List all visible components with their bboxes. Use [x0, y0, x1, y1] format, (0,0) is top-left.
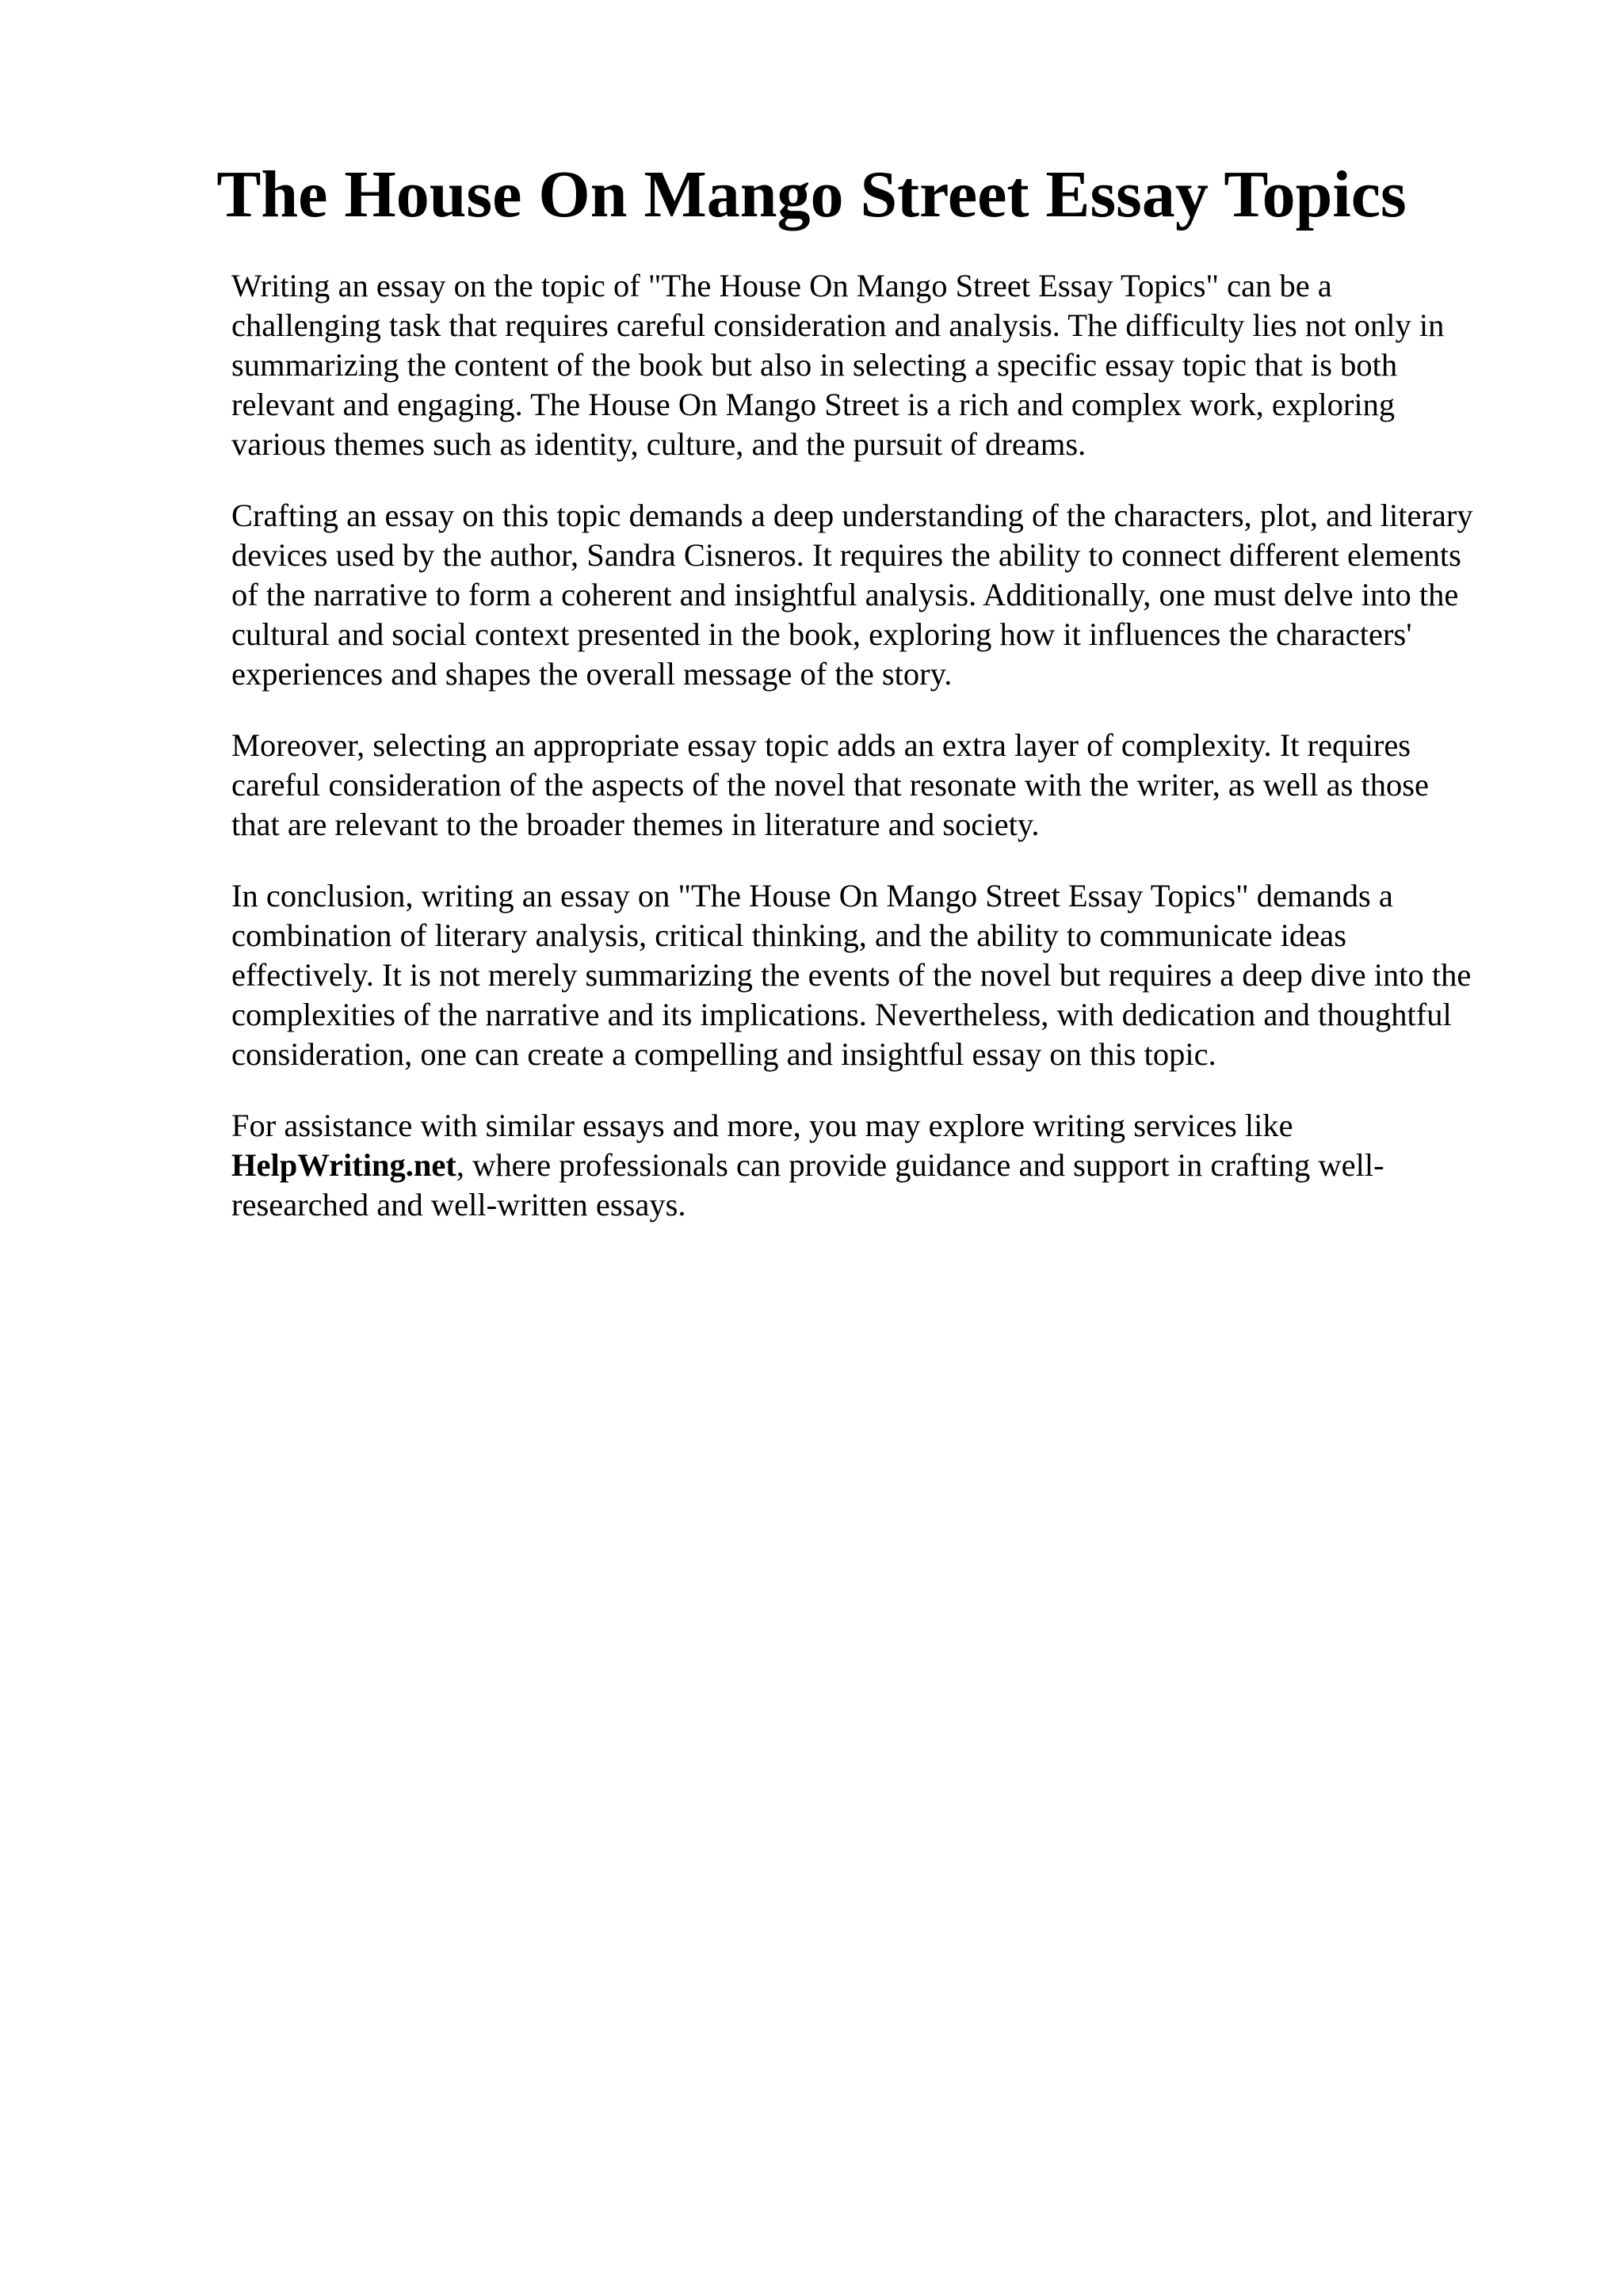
paragraph-closing	[231, 1106, 1515, 1225]
paragraph-moreover: Moreover, selecting an appropriate essay topic adds an extra layer of complexity. It requires careful consideration of the aspects of the novel that resonate with the writer, as well as those that are relevant to the broader themes in literature and society.	[231, 727, 1429, 842]
helpwriting-link[interactable]: HelpWriting.net	[231, 1147, 456, 1183]
paragraph-intro: Writing an essay on the topic of "The House On Mango Street Essay Topics" can be a challenging task that requires careful consideration and analysis. The difficulty lies not only in summarizing the content of the book but also in selecting a specific essay topic that is both relevant and engaging. The House On Mango Street is a rich and complex work, exploring various themes such as identity, culture, and the pursuit of dreams.	[231, 268, 1445, 462]
closing-text-before: For assistance with similar essays and more, you may explore writing services like	[231, 1108, 1293, 1143]
page-title: The House On Mango Street Essay Topics	[216, 158, 1407, 231]
document-body	[231, 266, 1515, 1257]
paragraph-crafting: Crafting an essay on this topic demands a deep understanding of the characters, plot, and literary devices used by the author, Sandra Cisneros. It requires the ability to connect different elements of the narrative to form a coherent and insightful analysis. Additionally, one must delve into the cultural and social context presented in the book, exploring how it influences the characters' experiences and shapes the overall message of the story.	[231, 498, 1473, 692]
closing-text-after: , where professionals can provide guidance and support in crafting well- researched and well-written essays.	[231, 1147, 1384, 1222]
paragraph-conclusion: In conclusion, writing an essay on "The House On Mango Street Essay Topics" demands a combination of literary analysis, critical thinking, and the ability to communicate ideas effectively. It is not merely summarizing the events of the novel but requires a deep dive into the complexities of the narrative and its implications. Nevertheless, with dedication and thoughtful consideration, one can create a compelling and insightful essay on this topic.	[231, 878, 1472, 1072]
